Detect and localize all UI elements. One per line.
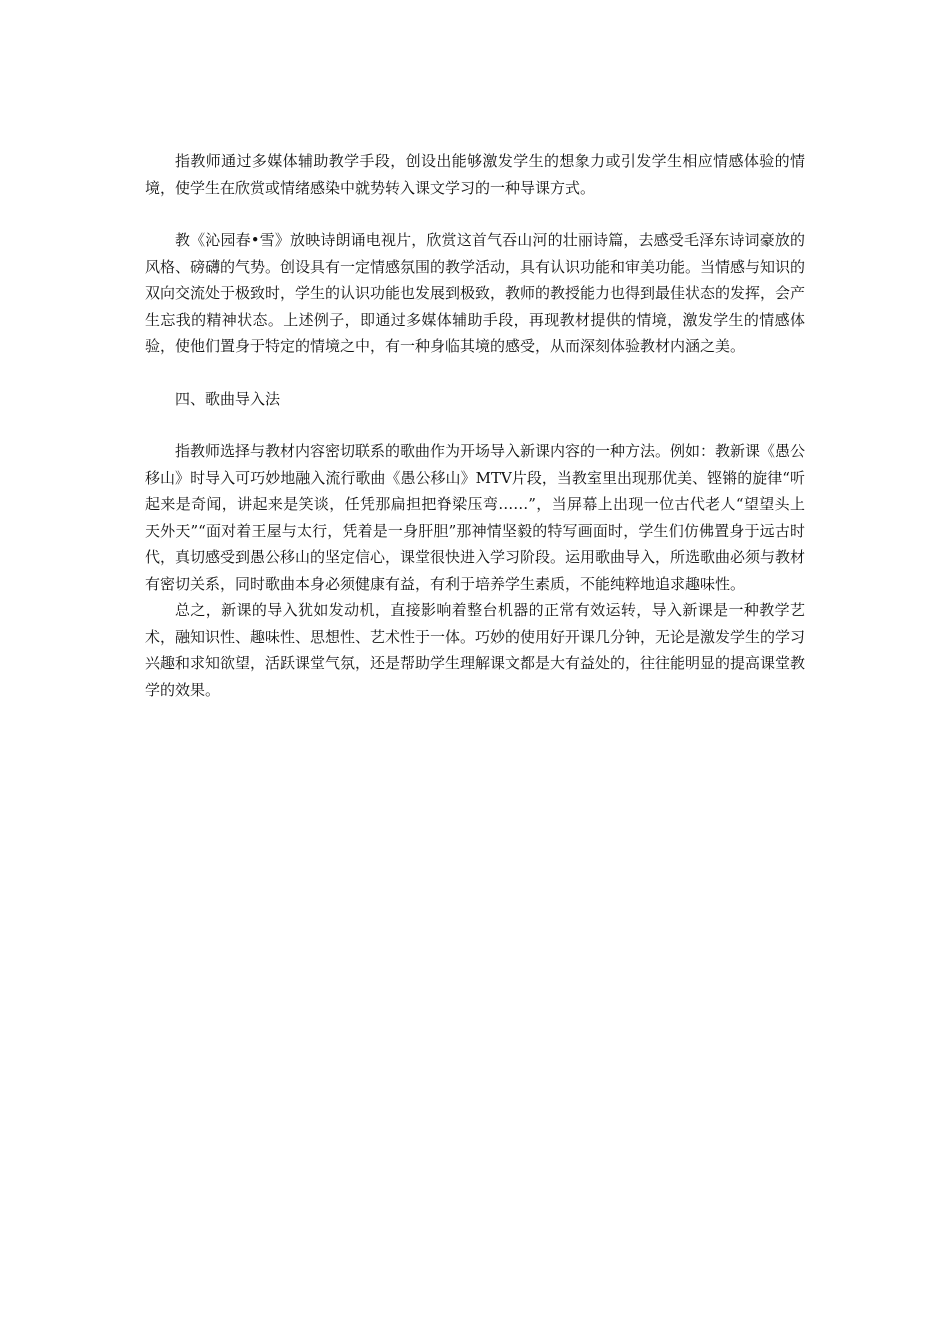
- paragraph-conclusion: 总之，新课的导入犹如发动机，直接影响着整台机器的正常有效运转，导入新课是一种教学艺术，融知识性、趣味性、思想性、艺术性于一体。巧妙的使用好开课几分钟，无论是激发学生的学习兴趣和求知欲望，活跃课堂气氛，还是帮助学生理解课文都是大有益处的，往往能明显的提高课堂教学的效果。: [145, 601, 806, 699]
- paragraph-multimedia-definition: 指教师通过多媒体辅助教学手段，创设出能够激发学生的想象力或引发学生相应情感体验的情境，使学生在欣赏或情绪感染中就势转入课文学习的一种导课方式。: [145, 152, 805, 197]
- paragraph-song-introduction: 指教师选择与教材内容密切联系的歌曲作为开场导入新课内容的一种方法。例如：教新课《愚公移山》时导入可巧妙地融入流行歌曲《愚公移山》MTV片段，当教室里出现那优美、铿锵的旋律“听起来是奇闻，讲起来是笑谈，任凭那扁担把脊梁压弯……”，当屏幕上出现一位古代老人“望望头上天外天”“面对着王屋与太行，凭着是一身肝胆”那神情坚毅的特写画面时，学生们仿佛置身于远古时代，真切感受到愚公移山的坚定信心，课堂很快进入学习阶段。运用歌曲导入，所选歌曲必须与教材有密切关系，同时歌曲本身必须健康有益，有利于培养学生素质，不能纯粹地追求趣味性。: [145, 442, 806, 593]
- paragraph-multimedia-example: 教《沁园春•雪》放映诗朗诵电视片，欣赏这首气吞山河的壮丽诗篇，去感受毛泽东诗词豪放的风格、磅礴的气势。创设具有一定情感氛围的教学活动，具有认识功能和审美功能。当情感与知识的双向交流处于极致时，学生的认识功能也发展到极致，教师的教授能力也得到最佳状态的发挥，会产生忘我的精神状态。上述例子，即通过多媒体辅助手段，再现教材提供的情境，激发学生的情感体验，使他们置身于特定的情境之中，有一种身临其境的感受，从而深刻体验教材内涵之美。: [145, 231, 806, 355]
- section-heading-song-introduction: 四、歌曲导入法: [175, 389, 281, 408]
- document-body: [145, 148, 805, 703]
